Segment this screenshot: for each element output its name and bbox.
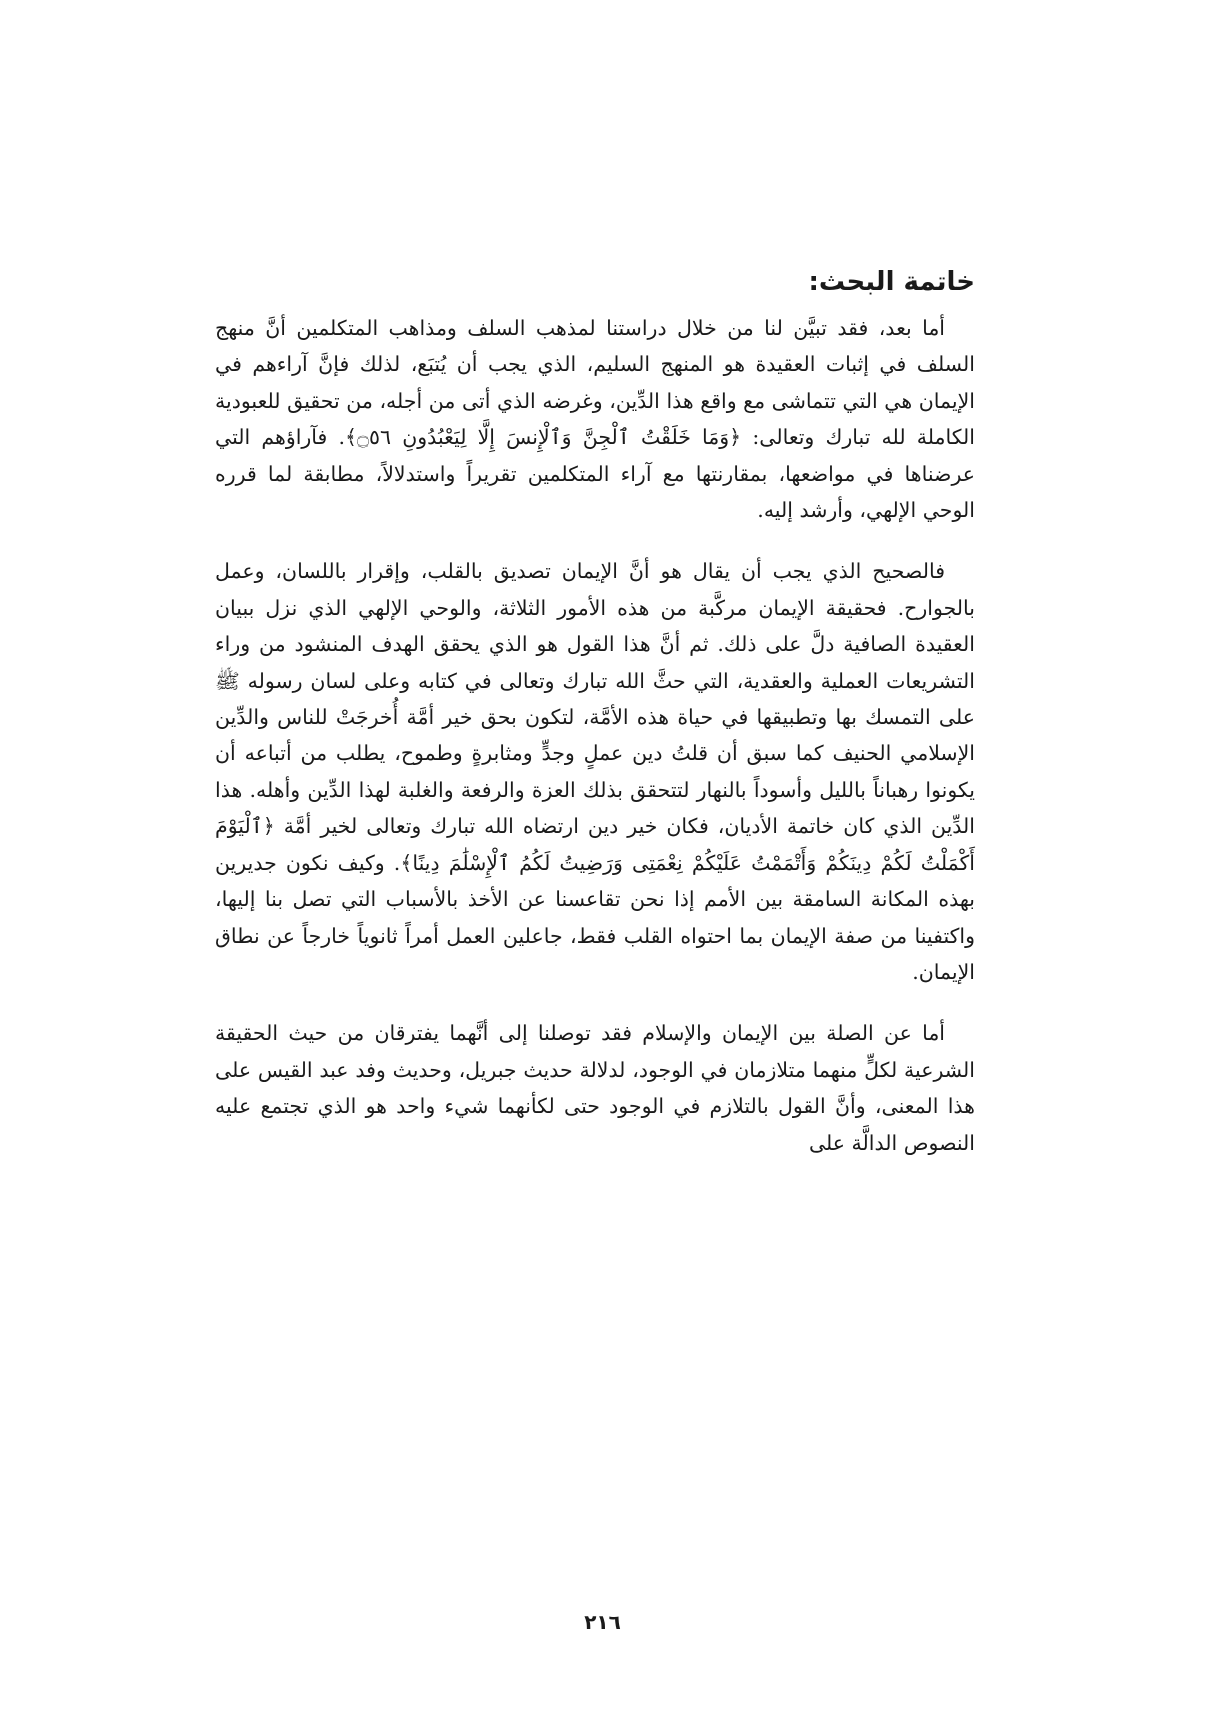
paragraph-3: أما عن الصلة بين الإيمان والإسلام فقد توصلنا إلى أنَّهما يفترقان من حيث الحقيقة الشرعية لكلٍّ منهما متلازمان في الوجود، لدلالة حديث جبريل، وحديث وفد عبد القيس على هذا المعنى، وأنَّ القول بالتلازم في الوجود حتى لكأنهما شيء واحد هو الذي تجتمع عليه النصوص الدالَّة على: [215, 1021, 975, 1155]
paragraph-1: أما بعد، فقد تبيَّن لنا من خلال دراستنا لمذهب السلف ومذاهب المتكلمين أنَّ منهج السلف في إثبات العقيدة هو المنهج السليم، الذي يجب أن يُتبَع، لذلك فإنَّ آراءهم في الإيمان هي التي تتماشى مع واقع هذا الدِّين، وغرضه الذي أتى من أجله، من تحقيق للعبودية الكاملة لله تبارك وتعالى: ﴿وَمَا خَلَقْتُ ٱلْجِنَّ وَٱلْإِنسَ إِلَّا لِيَعْبُدُونِ ۝٥٦﴾. فآراؤهم التي عرضناها في مواضعها، بمقارنتها مع آراء المتكلمين تقريراً واستدلالاً، مطابقة لما قرره الوحي الإلهي، وأرشد إليه.: [215, 316, 975, 523]
page-number: ٢١٦: [584, 1610, 621, 1634]
page-content: [215, 262, 975, 1161]
paragraph-2: فالصحيح الذي يجب أن يقال هو أنَّ الإيمان تصديق بالقلب، وإقرار باللسان، وعمل بالجوارح. فحقيقة الإيمان مركَّبة من هذه الأمور الثلاثة، والوحي الإلهي الذي نزل ببيان العقيدة الصافية دلَّ على ذلك. ثم أنَّ هذا القول هو الذي يحقق الهدف المنشود من وراء التشريعات العملية والعقدية، التي حثَّ الله تبارك وتعالى في كتابه وعلى لسان رسوله ﷺ على التمسك بها وتطبيقها في حياة هذه الأمَّة، لتكون بحق خير أمَّة أُخرجَتْ للناس والدِّين الإسلامي الحنيف كما سبق أن قلتُ دين عملٍ وجدٍّ ومثابرةٍ وطموح، يطلب من أتباعه أن يكونوا رهباناً بالليل وأسوداً بالنهار لتتحقق بذلك العزة والرفعة والغلبة لهذا الدِّين وأهله. هذا الدِّين الذي كان خاتمة الأديان، فكان خير دين ارتضاه الله تبارك وتعالى لخير أمَّة ﴿ٱلْيَوْمَ أَكْمَلْتُ لَكُمْ دِينَكُمْ وَأَتْمَمْتُ عَلَيْكُمْ نِعْمَتِى وَرَضِيتُ لَكُمُ ٱلْإِسْلَٰمَ دِينًا﴾. وكيف نكون جديرين بهذه المكانة السامقة بين الأمم إذا نحن تقاعسنا عن الأخذ بالأسباب التي تصل بنا إليها، واكتفينا من صفة الإيمان بما احتواه القلب فقط، جاعلين العمل أمراً ثانوياً خارجاً عن نطاق الإيمان.: [215, 559, 975, 984]
section-heading: خاتمة البحث:: [808, 267, 975, 297]
